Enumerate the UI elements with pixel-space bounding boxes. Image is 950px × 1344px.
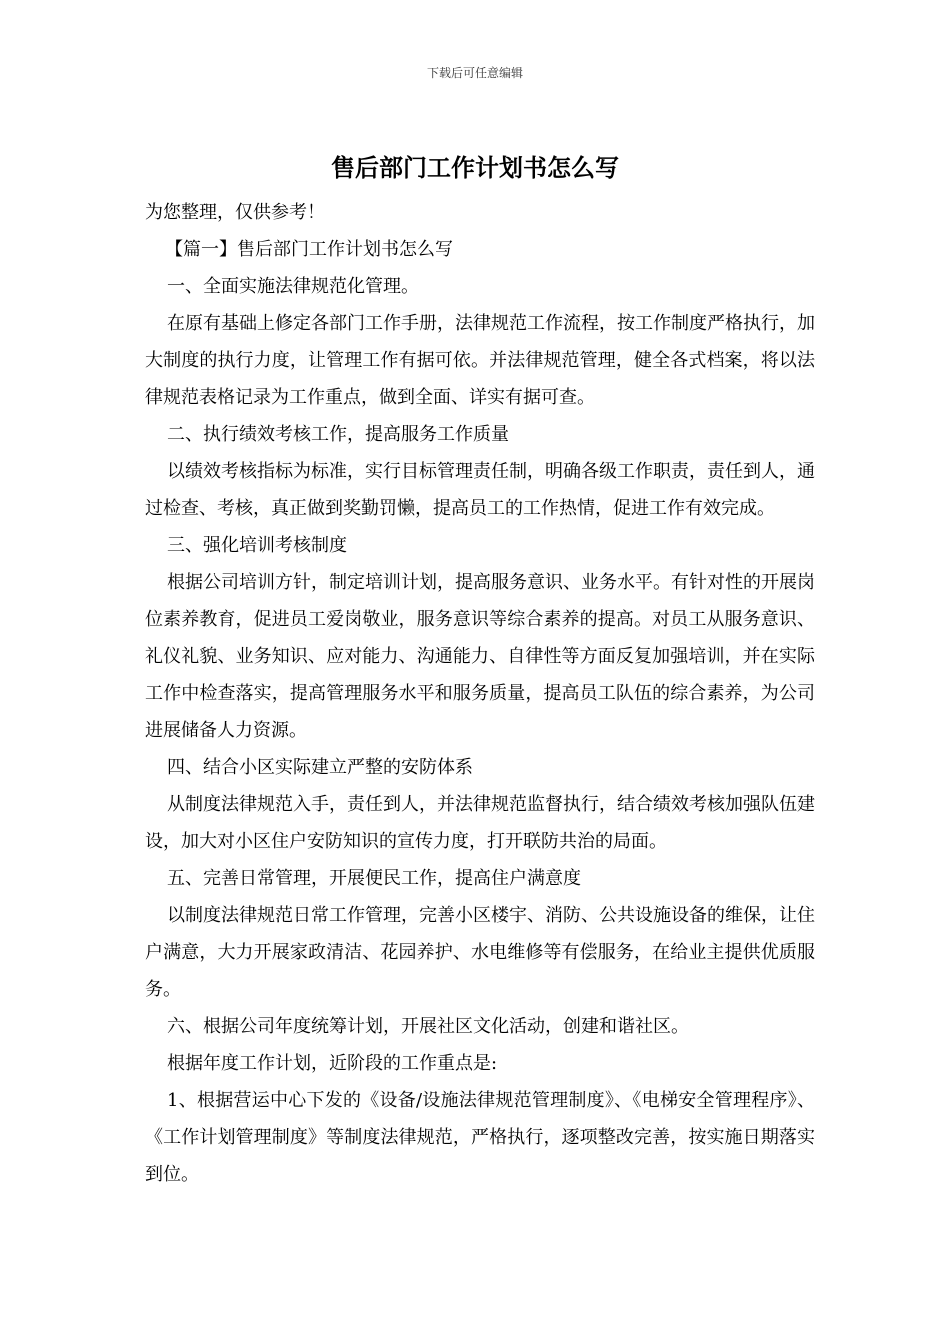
body-paragraph: 1、根据营运中心下发的《设备/设施法律规范管理制度》、《电梯安全管理程序》、《工作计划管理制度》等制度法律规范，严格执行，逐项整改完善，按实施日期落实到位。: [145, 1090, 815, 1185]
body-paragraph: 从制度法律规范入手，责任到人，并法律规范监督执行，结合绩效考核加强队伍建设，加大对小区住户安防知识的宣传力度，打开联防共治的局面。: [145, 794, 815, 852]
heading-paragraph: 三、强化培训考核制度: [167, 535, 347, 556]
heading-paragraph: 四、结合小区实际建立严整的安防体系: [167, 757, 473, 778]
page-header-note: 下载后可任意编辑: [426, 66, 523, 80]
body-paragraph: 以制度法律规范日常工作管理，完善小区楼宇、消防、公共设施设备的维保，让住户满意，大力开展家政清洁、花园养护、水电维修等有偿服务，在给业主提供优质服务。: [145, 905, 815, 1000]
heading-paragraph: 六、根据公司年度统筹计划，开展社区文化活动，创建和谐社区。: [167, 1016, 689, 1037]
body-paragraph: 以绩效考核指标为标准，实行目标管理责任制，明确各级工作职责，责任到人，通过检查、考核，真正做到奖勤罚懒，提高员工的工作热情，促进工作有效完成。: [145, 461, 815, 519]
intro-line: 为您整理，仅供参考！: [145, 202, 325, 223]
heading-paragraph: 根据年度工作计划，近阶段的工作重点是:: [167, 1053, 498, 1074]
document-title: 售后部门工作计划书怎么写: [331, 154, 619, 182]
document-body: [145, 194, 815, 1193]
body-paragraph: 在原有基础上修定各部门工作手册，法律规范工作流程，按工作制度严格执行，加大制度的执行力度，让管理工作有据可依。并法律规范管理，健全各式档案，将以法律规范表格记录为工作重点，做到全面、详实有据可查。: [145, 313, 815, 408]
heading-paragraph: 二、执行绩效考核工作，提高服务工作质量: [167, 424, 509, 445]
section-title: 【篇一】售后部门工作计划书怎么写: [165, 239, 453, 260]
body-paragraph: 根据公司培训方针，制定培训计划，提高服务意识、业务水平。有针对性的开展岗位素养教育，促进员工爱岗敬业，服务意识等综合素养的提高。对员工从服务意识、礼仪礼貌、业务知识、应对能力、沟通能力、自律性等方面反复加强培训，并在实际工作中检查落实，提高管理服务水平和服务质量，提高员工队伍的综合素养，为公司进展储备人力资源。: [145, 572, 815, 741]
heading-paragraph: 一、全面实施法律规范化管理。: [167, 276, 419, 297]
heading-paragraph: 五、完善日常管理，开展便民工作，提高住户满意度: [167, 868, 581, 889]
